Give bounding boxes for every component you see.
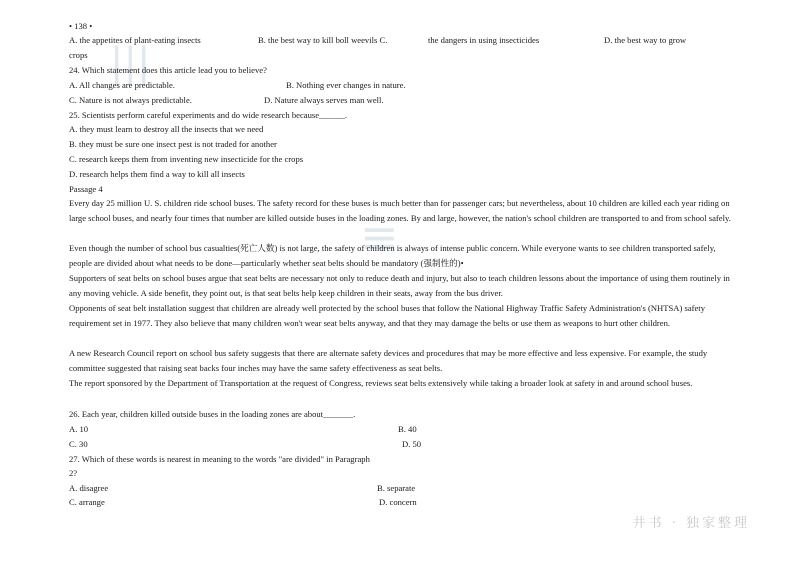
passage-paragraph: The report sponsored by the Department of Transportation at the request of Congress, reviews seat belts extensively while taking a broader look at safety in and around school buses. [69,378,693,388]
q24-stem: 24. Which statement does this article lead you to believe? [69,65,267,75]
q25-option-b: B. they must be sure one insect pest is not traded for another [69,139,277,149]
q26-option-c: C. 30 [69,439,88,449]
q23-option-d-continued: crops [69,50,88,60]
watermark-decoration: ≡ [360,210,399,264]
watermark-decoration: ||| [110,40,151,86]
q25-option-a: A. they must learn to destroy all the insects that we need [69,124,264,134]
passage-title: Passage 4 [69,184,103,194]
q24-option-c: C. Nature is not always predictable. [69,95,192,105]
q23-option-b: B. the best way to kill boll weevils C. [258,35,388,45]
q24-option-a: A. All changes are predictable. [69,80,175,90]
passage-paragraph: Opponents of seat belt installation suggest that children are already well protected by the school buses that follow the National Highway Traffic Safety Administration's (NHTSA) safety requirement set in 1977. They also believe that many children won't wear seat belts anyway, and that they may damage the belts or use them as weapons to hurt other children. [69,303,705,328]
q27-stem: 27. Which of these words is nearest in meaning to the words "are divided" in Paragraph [69,454,370,464]
passage-paragraph: A new Research Council report on school bus safety suggests that there are alternate safety devices and procedures that may be more effective and less expensive. For example, the study committee suggested that raising seat backs four inches may have the same safety effectiveness as seat belts. [69,348,708,373]
q27-option-b: B. separate [377,483,416,493]
q25-stem: 25. Scientists perform careful experiments and do wide research because______. [69,110,348,120]
q23-option-a: A. the appetites of plant-eating insects [69,35,201,45]
q27-stem-continued: 2? [69,468,78,478]
q24-option-d: D. Nature always serves man well. [264,95,384,105]
q26-option-a: A. 10 [69,424,89,434]
q26-option-d: D. 50 [402,439,422,449]
page-number: • 138 • [69,21,93,31]
q25-option-c: C. research keeps them from inventing new insecticide for the crops [69,154,304,164]
q27-option-a: A. disagree [69,483,109,493]
q26-stem: 26. Each year, children killed outside buses in the loading zones are about_______. [69,409,356,419]
passage-paragraph: Even though the number of school bus casualties(死亡人数) is not large, the safety of children is always of intense public concern. While everyone wants to see children transported safely, people are divided about what needs to be done—particularly whether seat belts should be mandatory (强制性的)• [69,243,716,268]
q23-option-d: D. the best way to grow [604,35,687,45]
q26-option-b: B. 40 [398,424,417,434]
passage-paragraph: Every day 25 million U. S. children ride school buses. The safety record for these buses is much better than for passenger cars; but nevertheless, about 10 children are killed each year riding on large school buses, and nearly four times that number are killed outside buses in the loading zones. By and large, however, the nation's school children are transported to and from school safely. [69,198,731,223]
q27-option-c: C. arrange [69,497,105,507]
q27-option-d: D. concern [379,497,417,507]
q25-option-d: D. research helps them find a way to kill all insects [69,169,245,179]
passage-paragraph: Supporters of seat belts on school buses argue that seat belts are necessary not only to reduce death and injury, but also to teach children lessons about the importance of using them routinely in any moving vehicle. A side benefit, they point out, is that seat belts help keep children in their seats, away from the bus driver. [69,273,730,298]
q23-option-c: the dangers in using insecticides [428,35,540,45]
footer-watermark: 井书 · 独家整理 [632,516,750,531]
q24-option-b: B. Nothing ever changes in nature. [286,80,406,90]
